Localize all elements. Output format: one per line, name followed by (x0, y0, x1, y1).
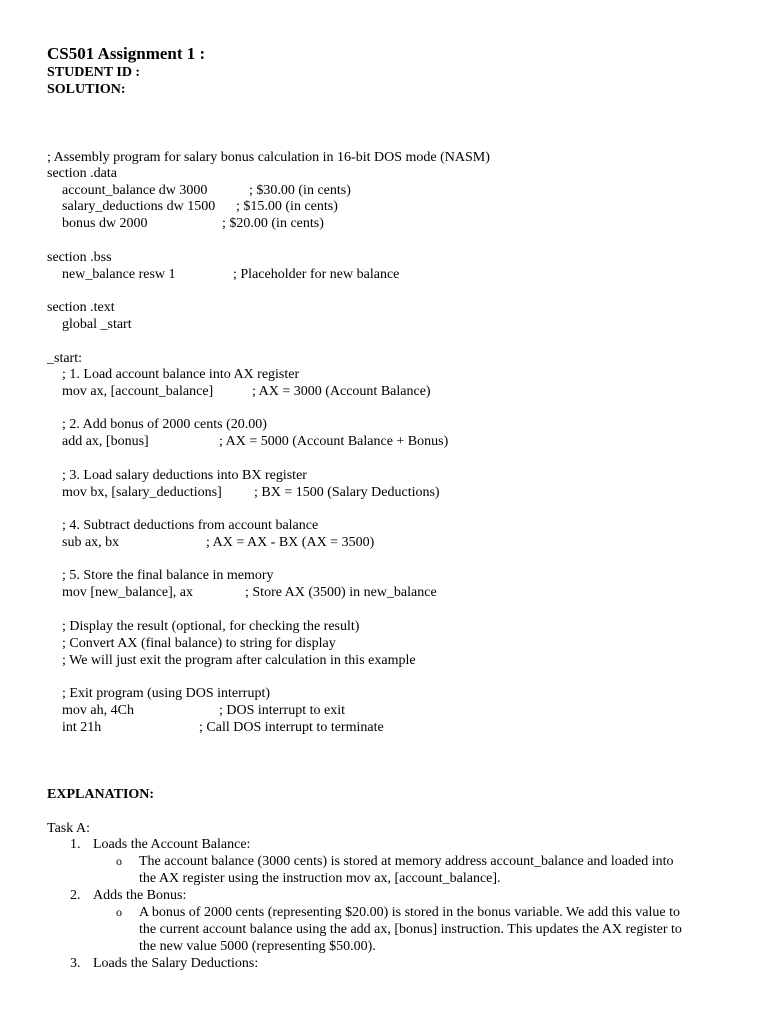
list-number: 1. (70, 837, 81, 852)
list-item-body: A bonus of 2000 cents (representing $20.00) is stored in the bonus variable. We add this value to the current account balance using the add ax, [bonus] instruction. This updates the AX register to the new value 5000 (representing $50.00). (139, 905, 682, 954)
code-line: sub ax, bx (62, 535, 120, 550)
list-number: 2. (70, 888, 81, 903)
code-comment: ; Call DOS interrupt to terminate (199, 720, 384, 735)
code-line: global _start (62, 317, 132, 332)
list-item-title: Loads the Account Balance: (93, 837, 251, 852)
code-line: ; 4. Subtract deductions from account balance (62, 518, 319, 533)
code-comment: ; Placeholder for new balance (233, 267, 400, 282)
code-comment: ; AX = 3000 (Account Balance) (252, 384, 431, 399)
explanation-heading: EXPLANATION: (47, 787, 155, 802)
bullet-icon: o (116, 905, 122, 919)
code-line: ; 5. Store the final balance in memory (62, 568, 274, 583)
document-title: CS501 Assignment 1 : (47, 44, 206, 63)
bullet-icon: o (116, 854, 122, 868)
list-item-body: The account balance (3000 cents) is stored at memory address account_balance and loaded into the AX register using the instruction mov ax, [account_balance]. (139, 854, 674, 886)
code-line: mov bx, [salary_deductions] (62, 485, 222, 500)
code-line: mov ax, [account_balance] (62, 384, 214, 399)
code-line: bonus dw 2000 (62, 216, 148, 231)
code-comment: ; BX = 1500 (Salary Deductions) (254, 485, 440, 500)
code-comment: ; $30.00 (in cents) (249, 183, 351, 198)
code-comment: ; $20.00 (in cents) (222, 216, 324, 231)
code-comment: ; Store AX (3500) in new_balance (245, 585, 437, 600)
code-line: section .data (47, 166, 117, 181)
code-comment: ; DOS interrupt to exit (219, 703, 345, 718)
code-line: section .text (47, 300, 115, 315)
code-line: ; Assembly program for salary bonus calculation in 16-bit DOS mode (NASM) (47, 150, 490, 165)
code-line: ; Exit program (using DOS interrupt) (62, 686, 271, 701)
list-item-title: Loads the Salary Deductions: (93, 956, 259, 971)
code-line: section .bss (47, 250, 112, 265)
code-line: add ax, [bonus] (62, 434, 149, 449)
list-number: 3. (70, 956, 81, 971)
code-line: account_balance dw 3000 (62, 183, 208, 198)
code-comment: ; AX = AX - BX (AX = 3500) (206, 535, 375, 550)
code-line: salary_deductions dw 1500 (62, 199, 216, 214)
code-comment: ; $15.00 (in cents) (236, 199, 338, 214)
code-line: ; 3. Load salary deductions into BX register (62, 468, 307, 483)
code-line: ; We will just exit the program after calculation in this example (62, 653, 416, 668)
code-line: ; 1. Load account balance into AX register (62, 367, 300, 382)
code-line: int 21h (62, 720, 102, 735)
code-line: ; Convert AX (final balance) to string for display (62, 636, 336, 651)
task-label: Task A: (47, 821, 90, 836)
code-line: ; Display the result (optional, for checking the result) (62, 619, 360, 634)
list-item-title: Adds the Bonus: (93, 888, 187, 903)
code-line: new_balance resw 1 (62, 267, 176, 282)
solution-label: SOLUTION: (47, 82, 126, 97)
code-line: _start: (47, 351, 82, 366)
code-line: mov ah, 4Ch (62, 703, 134, 718)
code-line: mov [new_balance], ax (62, 585, 193, 600)
student-id-label: STUDENT ID : (47, 65, 141, 80)
code-comment: ; AX = 5000 (Account Balance + Bonus) (219, 434, 449, 449)
code-line: ; 2. Add bonus of 2000 cents (20.00) (62, 417, 267, 432)
